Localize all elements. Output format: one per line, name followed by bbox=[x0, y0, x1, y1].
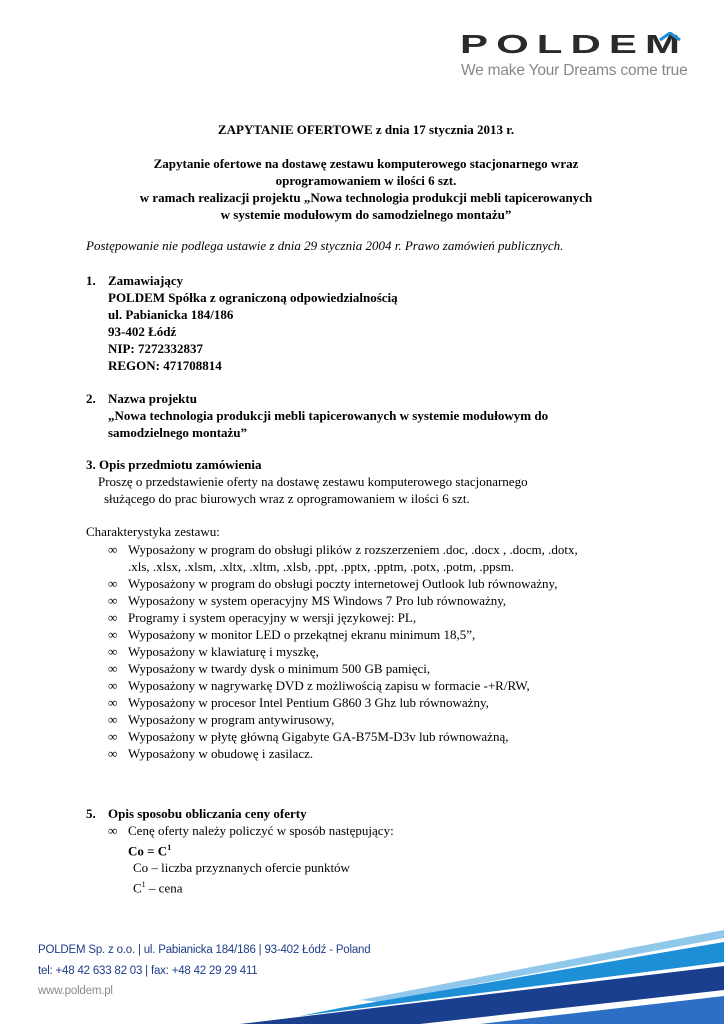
definition-text: – cena bbox=[145, 880, 183, 896]
company-city: 93-402 Łódź bbox=[108, 324, 177, 339]
section-heading: Opis sposobu obliczania ceny oferty bbox=[108, 806, 307, 821]
infinity-bullet-icon: ∞ bbox=[108, 576, 118, 591]
infinity-bullet-icon: ∞ bbox=[108, 823, 118, 838]
footer-company: POLDEM Sp. z o.o. | ul. Pabianicka 184/186 | 93-402 Łódź - Poland bbox=[38, 944, 371, 956]
company-nip: NIP: 7272332837 bbox=[108, 341, 203, 356]
list-item bbox=[108, 711, 668, 728]
description-line: Proszę o przedstawienie oferty na dostawę zestawu komputerowego stacjonarnego bbox=[98, 474, 528, 489]
infinity-bullet-icon: ∞ bbox=[108, 746, 118, 761]
infinity-bullet-icon: ∞ bbox=[108, 729, 118, 744]
list-item bbox=[108, 822, 394, 839]
list-item bbox=[108, 745, 668, 762]
list-item bbox=[108, 677, 668, 694]
list-item bbox=[108, 609, 668, 626]
infinity-bullet-icon: ∞ bbox=[108, 661, 118, 676]
page-footer bbox=[0, 930, 724, 1024]
document-title: ZAPYTANIE OFERTOWE z dnia 17 stycznia 2013 r. bbox=[217, 122, 515, 137]
section-number: 5. bbox=[86, 806, 96, 821]
list-item-text: Wyposażony w nagrywarkę DVD z możliwością zapisu w formacie -+R/RW, bbox=[128, 678, 530, 693]
infinity-bullet-icon: ∞ bbox=[108, 610, 118, 625]
document-subtitle bbox=[86, 155, 646, 223]
section-heading: Nazwa projektu bbox=[108, 391, 197, 406]
infinity-bullet-icon: ∞ bbox=[108, 627, 118, 642]
company-regon: REGON: 471708814 bbox=[108, 358, 222, 373]
logo-text: POLDEM bbox=[460, 32, 688, 56]
list-item-text: Wyposażony w procesor Intel Pentium G860 3 Ghz lub równoważny, bbox=[128, 695, 489, 710]
subtitle-line: Zapytanie ofertowe na dostawę zestawu komputerowego stacjonarnego wraz bbox=[153, 156, 579, 171]
list-item-text: Wyposażony w system operacyjny MS Windows 7 Pro lub równoważny, bbox=[128, 593, 507, 608]
list-item bbox=[108, 728, 668, 745]
company-street: ul. Pabianicka 184/186 bbox=[108, 307, 234, 322]
subtitle-line: w systemie modułowym do samodzielnego montażu” bbox=[220, 207, 512, 222]
logo-tagline: We make Your Dreams come true bbox=[461, 62, 688, 79]
list-item-text: Wyposażony w program do obsługi plików z rozszerzeniem .doc, .docx , .docm, .dotx, bbox=[128, 542, 578, 557]
poldem-logo bbox=[460, 32, 700, 82]
definition-superscript: 1 bbox=[141, 880, 146, 890]
subtitle-line: w ramach realizacji projektu „Nowa technologia produkcji mebli tapicerowanych bbox=[139, 190, 593, 205]
infinity-bullet-icon: ∞ bbox=[108, 712, 118, 727]
list-item-text: Wyposażony w program do obsługi poczty internetowej Outlook lub równoważny, bbox=[128, 576, 558, 591]
subtitle-line: oprogramowaniem w ilości 6 szt. bbox=[275, 173, 457, 188]
definition-symbol: C bbox=[133, 880, 142, 896]
list-item bbox=[108, 626, 668, 643]
list-item bbox=[108, 592, 668, 609]
list-item-text: Wyposażony w obudowę i zasilacz. bbox=[128, 746, 314, 761]
list-item-text: Wyposażony w twardy dysk o minimum 500 GB pamięci, bbox=[128, 661, 431, 676]
list-item bbox=[108, 575, 668, 592]
list-item-text: Cenę oferty należy policzyć w sposób następujący: bbox=[128, 823, 394, 838]
list-item bbox=[108, 694, 668, 711]
list-item-text: .xls, .xlsx, .xlsm, .xltx, .xltm, .xlsb, .ppt, .pptx, .pptm, .potx, .potm, .ppsm. bbox=[128, 559, 515, 574]
list-item bbox=[108, 660, 668, 677]
price-formula bbox=[108, 839, 394, 859]
list-item-text: Wyposażony w płytę główną Gigabyte GA-B75M-D3v lub równoważną, bbox=[128, 729, 509, 744]
section-number: 2. bbox=[86, 391, 96, 406]
list-item bbox=[108, 643, 668, 660]
infinity-bullet-icon: ∞ bbox=[108, 542, 118, 557]
section-heading: 3. Opis przedmiotu zamówienia bbox=[86, 457, 262, 472]
section-content bbox=[108, 390, 548, 441]
infinity-bullet-icon: ∞ bbox=[108, 678, 118, 693]
list-item-continuation bbox=[108, 558, 668, 575]
section-content bbox=[108, 805, 394, 897]
list-item bbox=[108, 541, 668, 558]
formula-superscript: 1 bbox=[167, 843, 172, 852]
infinity-bullet-icon: ∞ bbox=[108, 644, 118, 659]
footer-phone: tel: +48 42 633 82 03 | fax: +48 42 29 29 411 bbox=[38, 965, 258, 977]
characteristics-list bbox=[108, 541, 668, 762]
list-item-text: Programy i system operacyjny w wersji językowej: PL, bbox=[128, 610, 417, 625]
list-item-text: Wyposażony w program antywirusowy, bbox=[128, 712, 335, 727]
infinity-bullet-icon: ∞ bbox=[108, 695, 118, 710]
formula-definition: Co – liczba przyznanych ofercie punktów bbox=[133, 860, 350, 876]
infinity-bullet-icon: ∞ bbox=[108, 593, 118, 608]
characteristics-heading: Charakterystyka zestawu: bbox=[86, 524, 220, 539]
company-name: POLDEM Spółka z ograniczoną odpowiedzialnością bbox=[108, 290, 398, 305]
legal-note: Postępowanie nie podlega ustawie z dnia 29 stycznia 2004 r. Prawo zamówień publicznych. bbox=[86, 238, 564, 253]
section-content bbox=[108, 272, 398, 374]
poldem-logo-wordmark bbox=[460, 32, 692, 56]
list-item-text: Wyposażony w klawiaturę i myszkę, bbox=[128, 644, 319, 659]
project-name-line: „Nowa technologia produkcji mebli tapicerowanych w systemie modułowym do bbox=[108, 408, 549, 423]
formula-definition bbox=[108, 876, 394, 896]
section-order-description bbox=[86, 456, 656, 507]
list-item-text: Wyposażony w monitor LED o przekątnej ekranu minimum 18,5”, bbox=[128, 627, 476, 642]
formula-text: Co = C bbox=[128, 843, 168, 859]
section-heading: Zamawiający bbox=[108, 273, 184, 288]
section-number: 1. bbox=[86, 273, 96, 288]
project-name-line: samodzielnego montażu” bbox=[108, 425, 248, 440]
footer-website-link[interactable]: www.poldem.pl bbox=[38, 985, 113, 997]
description-line: służącego do prac biurowych wraz z oprogramowaniem w ilości 6 szt. bbox=[104, 491, 470, 506]
